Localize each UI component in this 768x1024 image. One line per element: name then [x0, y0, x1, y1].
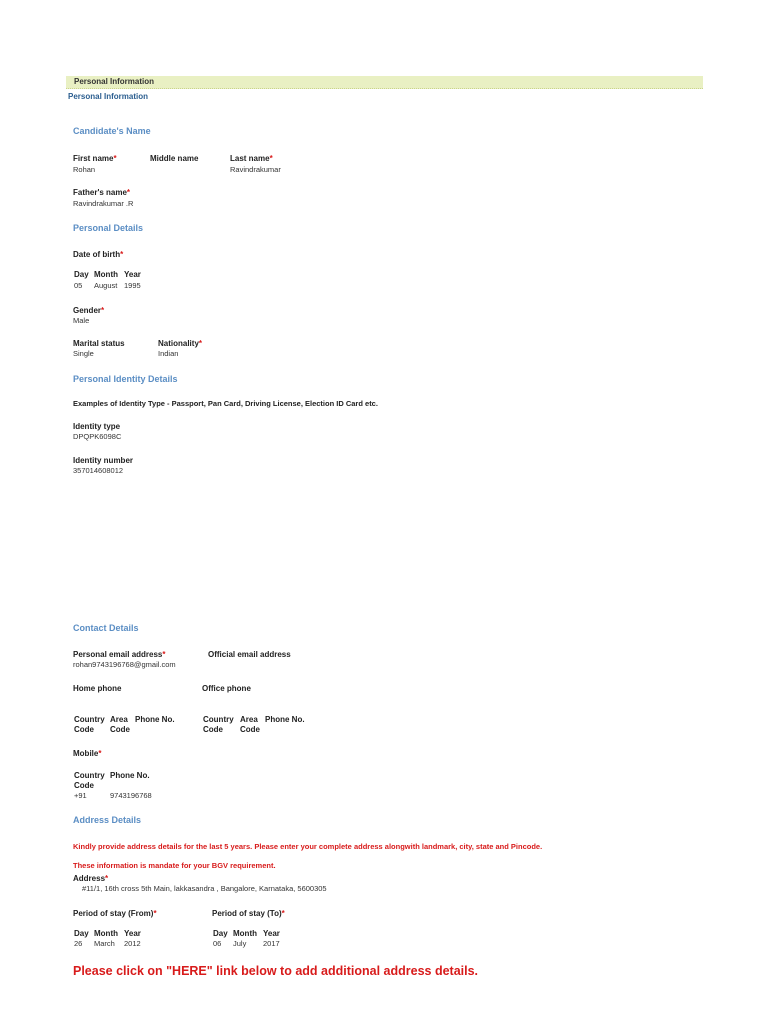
required-mark: * [120, 250, 124, 259]
home-area-code-label: Code [110, 725, 130, 734]
mobile-country-label: Country [74, 771, 105, 780]
dob-month-label: Month [94, 270, 118, 279]
dob-day-label: Day [74, 270, 89, 279]
office-country-code-label: Code [203, 725, 223, 734]
first-name-label: First name* [73, 154, 117, 163]
to-day-value: 06 [213, 939, 222, 948]
required-mark: * [101, 306, 105, 315]
from-day-value: 26 [74, 939, 83, 948]
address-value: #11/1, 16th cross 5th Main, lakkasandra , Bangalore, Karnataka, 5600305 [82, 884, 327, 893]
nationality-label: Nationality* [158, 339, 203, 348]
mobile-phone-no-label: Phone No. [110, 771, 150, 780]
office-country-label: Country [203, 715, 234, 724]
mobile-label: Mobile* [73, 749, 102, 758]
first-name-value: Rohan [73, 165, 96, 174]
identity-details-heading: Personal Identity Details [73, 374, 178, 384]
dob-month-value: August [94, 281, 118, 290]
required-mark: * [113, 154, 117, 163]
office-area-label: Area [240, 715, 258, 724]
contact-details-heading: Contact Details [73, 623, 139, 633]
candidate-name-heading: Candidate's Name [73, 126, 151, 136]
marital-status-label: Marital status [73, 339, 125, 348]
required-mark: * [162, 650, 166, 659]
from-day-label: Day [74, 929, 89, 938]
father-name-value: Ravindrakumar .R [73, 199, 134, 208]
mobile-country-value: +91 [74, 791, 87, 800]
address-instruction-note: Kindly provide address details for the last 5 years. Please enter your complete address alongwith landmark, city, state and Pincode. [73, 842, 543, 851]
nationality-value: Indian [158, 349, 179, 358]
dob-year-value: 1995 [124, 281, 141, 290]
gender-label: Gender* [73, 306, 105, 315]
identity-number-label: Identity number [73, 456, 134, 465]
personal-details-heading: Personal Details [73, 223, 144, 233]
header-bar-title: Personal Information [74, 77, 155, 86]
identity-type-label: Identity type [73, 422, 121, 431]
home-phone-no-label: Phone No. [135, 715, 175, 724]
page-subtitle: Personal Information [68, 92, 149, 101]
home-phone-label: Home phone [73, 684, 122, 693]
dob-year-label: Year [124, 270, 141, 279]
address-label: Address* [73, 874, 109, 883]
mobile-number-value: 9743196768 [110, 791, 152, 800]
dob-label: Date of birth* [73, 250, 124, 259]
stay-to-label: Period of stay (To)* [212, 909, 285, 918]
office-area-code-label: Code [240, 725, 260, 734]
from-month-label: Month [94, 929, 118, 938]
identity-type-value: DPQPK6098C [73, 432, 122, 441]
office-phone-no-label: Phone No. [265, 715, 305, 724]
gender-value: Male [73, 316, 90, 325]
required-mark: * [269, 154, 273, 163]
official-email-label: Official email address [208, 650, 291, 659]
to-day-label: Day [213, 929, 228, 938]
home-country-label: Country [74, 715, 105, 724]
from-year-value: 2012 [124, 939, 141, 948]
mobile-country-code-label: Code [74, 781, 94, 790]
marital-status-value: Single [73, 349, 94, 358]
personal-email-value: rohan9743196768@gmail.com [73, 660, 176, 669]
required-mark: * [198, 339, 203, 348]
last-name-label: Last name* [230, 154, 273, 163]
home-area-label: Area [110, 715, 128, 724]
middle-name-label: Middle name [150, 154, 199, 163]
to-year-label: Year [263, 929, 280, 938]
home-country-code-label: Code [74, 725, 94, 734]
identity-number-value: 357014608012 [73, 466, 124, 475]
section-header-bar [66, 76, 703, 89]
to-month-value: July [233, 939, 247, 948]
required-mark: * [105, 874, 109, 883]
required-mark: * [153, 909, 157, 918]
address-details-heading: Address Details [73, 815, 142, 825]
stay-from-label: Period of stay (From)* [73, 909, 157, 918]
required-mark: * [126, 188, 131, 197]
office-phone-label: Office phone [202, 684, 251, 693]
dob-day-value: 05 [74, 281, 83, 290]
required-mark: * [281, 909, 285, 918]
to-year-value: 2017 [263, 939, 280, 948]
bgv-mandate-note: These information is mandate for your BGV requirement. [73, 861, 276, 870]
father-name-label: Father's name* [73, 188, 131, 197]
identity-examples-note: Examples of Identity Type - Passport, Pan Card, Driving License, Election ID Card etc. [73, 399, 378, 408]
add-address-instruction: Please click on "HERE" link below to add additional address details. [73, 964, 479, 978]
last-name-value: Ravindrakumar [230, 165, 281, 174]
from-year-label: Year [124, 929, 141, 938]
required-mark: * [98, 749, 102, 758]
personal-email-label: Personal email address* [73, 650, 166, 659]
from-month-value: March [94, 939, 115, 948]
to-month-label: Month [233, 929, 257, 938]
